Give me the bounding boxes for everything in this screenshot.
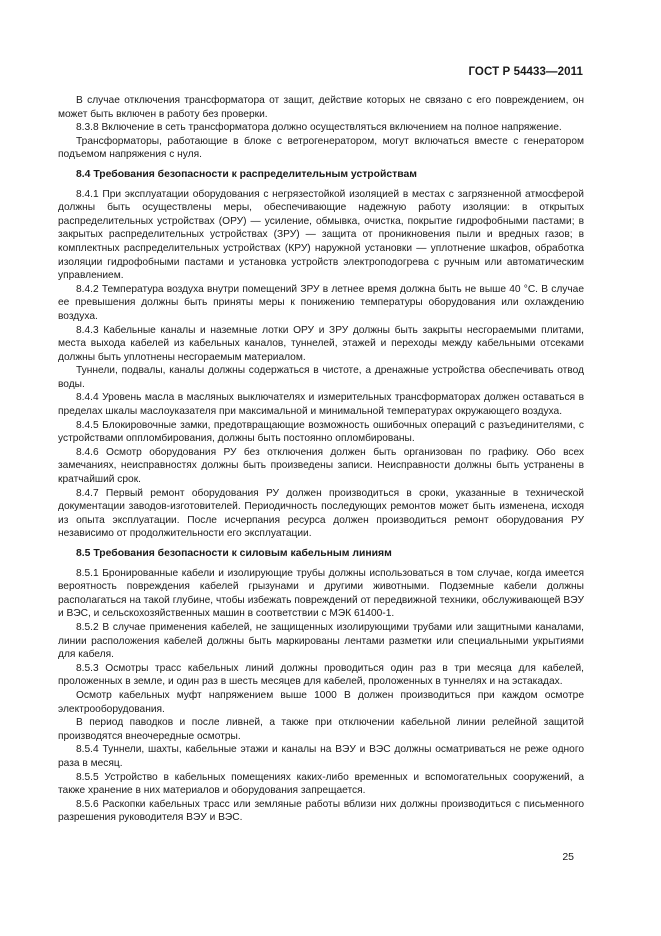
standard-header: ГОСТ Р 54433—2011 [468, 66, 583, 78]
document-body [58, 94, 584, 825]
paragraph: 8.5.3 Осмотры трасс кабельных линий должны проводиться один раз в три месяца для кабелей, проложенных в земле, и один раз в шесть месяцев для кабелей, проложенных в туннелях и на эстакадах. [58, 662, 584, 688]
section-heading: 8.5 Требования безопасности к силовым кабельным линиям [76, 548, 392, 559]
paragraph: В случае отключения трансформатора от защит, действие которых не связано с его повреждением, он может быть включен в работу без проверки. [58, 95, 584, 120]
paragraph: 8.5.1 Бронированные кабели и изолирующие трубы должны использоваться в том случае, когда имеется вероятность повреждения кабелей грызунами и другими животными. Подземные кабели должны располагаться на такой глубине, чтобы избежать повреждений от передвижной техники, обслуживающей ВЭУ и ВЭС, и сельскохозяйственных машин в соответствии с МЭК 61400-1. [58, 567, 584, 620]
paragraph: 8.4.3 Кабельные каналы и наземные лотки ОРУ и ЗРУ должны быть закрыты несгораемыми плитами, места выхода кабелей из кабельных каналов, туннелей, этажей и переходы между кабельными отсеками должны быть уплотнены несгораемым материалом. [58, 324, 584, 363]
paragraph: 8.4.1 При эксплуатации оборудования с негрязестойкой изоляцией в местах с загрязненной атмосферой должны быть осуществлены меры, обеспечивающие надежную работу изоляции: в открытых распределительных устройствах (ОРУ) — усиление, обмывка, очистка, покрытие гидрофобными пастами; в закрытых распределительных устройствах (ЗРУ) — защита от проникновения пыли и вредных газов; в комплектных распределительных устройствах (КРУ) наружной установки — уплотнение шкафов, обработка изоляции гидрофобными пастами и установка устройств электроподогрева с ручным или автоматическим управлением. [58, 188, 584, 282]
paragraph: В период паводков и после ливней, а также при отключении кабельной линии релейной защитой производятся внеочередные осмотры. [58, 717, 584, 742]
paragraph: 8.4.4 Уровень масла в масляных выключателях и измерительных трансформаторах должен оставаться в пределах шкалы маслоуказателя при максимальной и минимальной температурах окружающего воздуха. [58, 392, 584, 418]
paragraph: 8.5.6 Раскопки кабельных трасс или земляные работы вблизи них должны производиться с письменного разрешения руководителя ВЭУ и ВЭС. [58, 798, 584, 824]
paragraph: 8.5.5 Устройство в кабельных помещениях каких-либо временных и вспомогательных сооружений, а также хранение в них материалов и оборудования запрещается. [58, 771, 584, 797]
paragraph: 8.4.6 Осмотр оборудования РУ без отключения должен быть организован по графику. Обо всех замечаниях, неисправностях должны быть произведены записи. Неисправности должны быть устранены в кратчайший срок. [58, 446, 584, 486]
paragraph: 8.4.5 Блокировочные замки, предотвращающие возможность ошибочных операций с разъединителями, с устройствами оппломбирования, должны быть постоянно опломбированы. [58, 419, 584, 445]
paragraph: Туннели, подвалы, каналы должны содержаться в чистоте, а дренажные устройства обеспечивать отвод воды. [58, 365, 584, 390]
section-heading: 8.4 Требования безопасности к распределительным устройствам [76, 168, 417, 180]
paragraph: 8.5.4 Туннели, шахты, кабельные этажи и каналы на ВЭУ и ВЭС должны осматриваться не реже одного раза в месяц. [58, 744, 584, 769]
paragraph: 8.3.8 Включение в сеть трансформатора должно осуществляться включением на полное напряжение. [76, 122, 562, 134]
page-number: 25 [562, 851, 574, 863]
paragraph: 8.5.2 В случае применения кабелей, не защищенных изолирующими трубами или защитными каналами, линии расположения кабелей должны быть маркированы лентами разметки или специальными укрытиями для кабеля. [58, 621, 584, 661]
paragraph: Трансформаторы, работающие в блоке с ветрогенератором, могут включаться вместе с генератором подъемом напряжения с нуля. [58, 135, 584, 161]
paragraph: 8.4.7 Первый ремонт оборудования РУ должен производиться в сроки, указанные в технической документации заводов-изготовителей. Периодичность последующих ремонтов может быть изменена, исходя из опыта эксплуатации. После исчерпания ресурса должен производиться ремонт оборудования РУ независимо от продолжительности его эксплуатации. [58, 487, 584, 540]
paragraph: 8.4.2 Температура воздуха внутри помещений ЗРУ в летнее время должна быть не выше 40 °С. В случае ее превышения должны быть приняты меры к понижению температуры оборудования или охлаждению воздуха. [58, 283, 584, 322]
paragraph: Осмотр кабельных муфт напряжением выше 1000 В должен производиться при каждом осмотре электрооборудования. [58, 689, 584, 715]
